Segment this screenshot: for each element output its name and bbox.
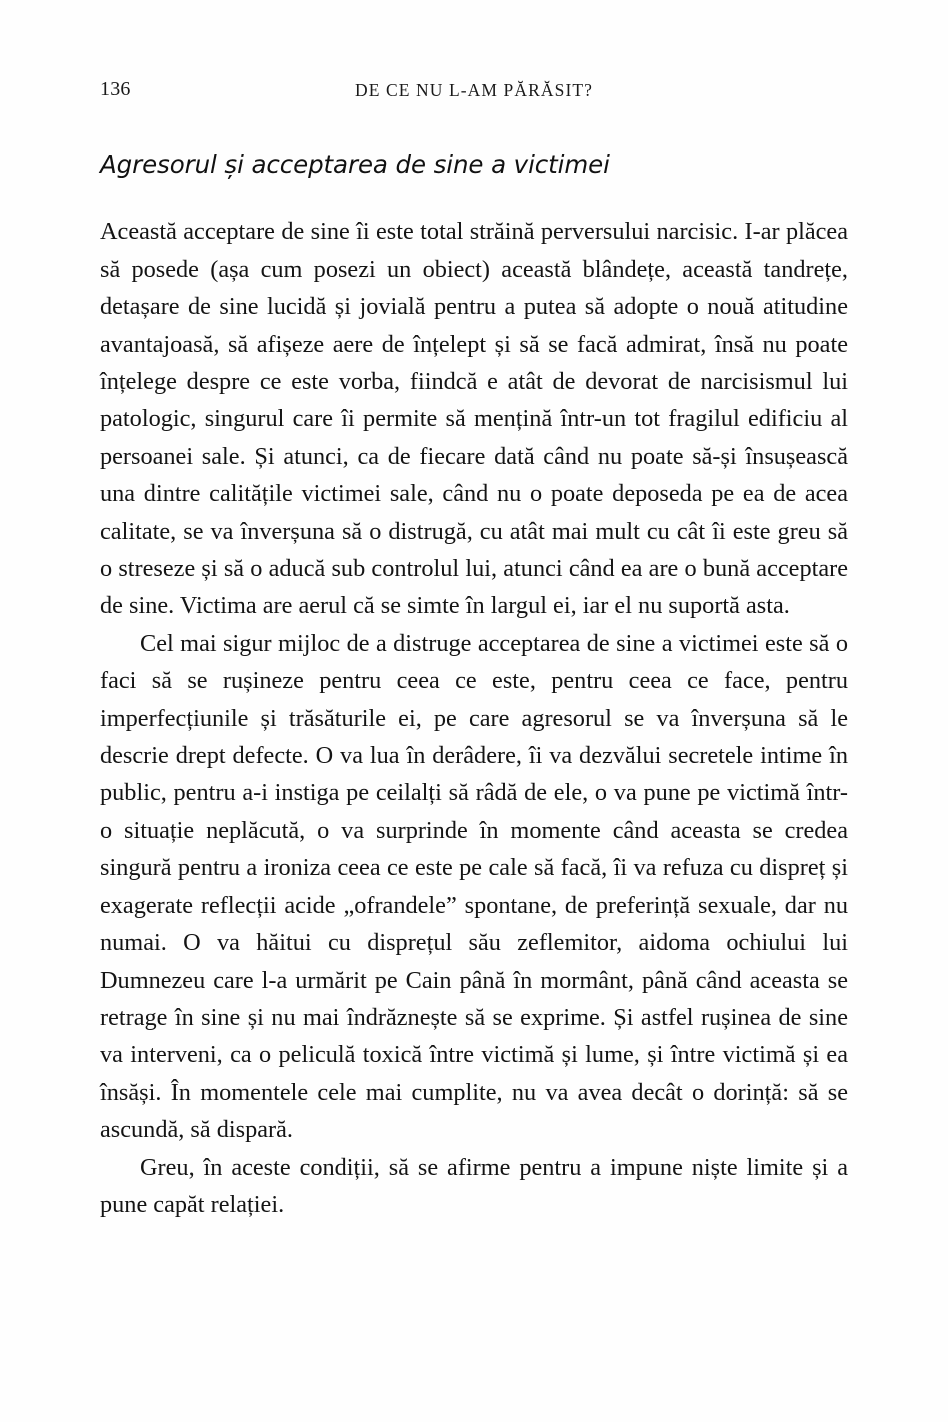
paragraph: Această acceptare de sine îi este total străină perversului narcisic. I-ar plăcea să posede (așa cum posezi un obiect) această blândețe, această tandrețe, detașare de sine lucidă și jovială pentru a putea să adopte o nouă atitudine avantajoasă, să afișeze aere de înțelept și să se facă admirat, însă nu poate înțelege despre ce este vorba, fiindcă e atât de devorat de narcisismul lui patologic, singurul care îi permite să mențină într-un tot fragilul edificiu al persoanei sale. Și atunci, ca de fiecare dată când nu poate să-și însușească una dintre calitățile victimei sale, când nu o poate deposeda pe ea de acea calitate, se va înverșuna să o distrugă, cu atât mai mult cu cât îi este greu să o streseze și să o aducă sub controlul lui, atunci când ea are o bună acceptare de sine. Victima are aerul că se simte în largul ei, iar el nu suportă asta. bbox=[100, 218, 848, 620]
page-content bbox=[100, 150, 848, 1223]
page-number: 136 bbox=[100, 78, 131, 100]
paragraph: Greu, în aceste condiții, să se afirme pentru a impune niște limite și a pune capăt relației. bbox=[100, 1153, 848, 1218]
paragraph: Cel mai sigur mijloc de a distruge acceptarea de sine a victimei este să o faci să se rușineze pentru ceea ce este, pentru ceea ce face, pentru imperfecțiunile și trăsăturile ei, pe care agresorul se va înverșuna să le descrie drept defecte. O va lua în derâdere, îi va dezvălui secretele intime în public, pentru a-i instiga pe ceilalți să râdă de ele, o va pune pe victimă într-o situație neplăcută, o va surprinde în momente când aceasta se credea singură pentru a ironiza ceea ce este pe cale să facă, îi va refuza cu dispreț și exagerate reflecții acide „ofrandele” spontane, de preferință sexuale, dar nu numai. O va hăitui cu disprețul său zeflemitor, aidoma ochiului lui Dumnezeu care l-a urmărit pe Cain până în mormânt, până când aceasta se retrage în sine și nu mai îndrăznește să se exprime. Și astfel rușinea de sine va interveni, ca o peliculă toxică între victimă și lume, și între victimă și ea însăși. În momentele cele mai cumplite, nu va avea decât o dorință: să se ascundă, să dispară. bbox=[100, 629, 848, 1144]
running-title: DE CE NU L-AM PĂRĂSIT? bbox=[354, 80, 594, 100]
page-header bbox=[100, 78, 848, 104]
section-heading: Agresorul și acceptarea de sine a victimei bbox=[100, 150, 610, 179]
